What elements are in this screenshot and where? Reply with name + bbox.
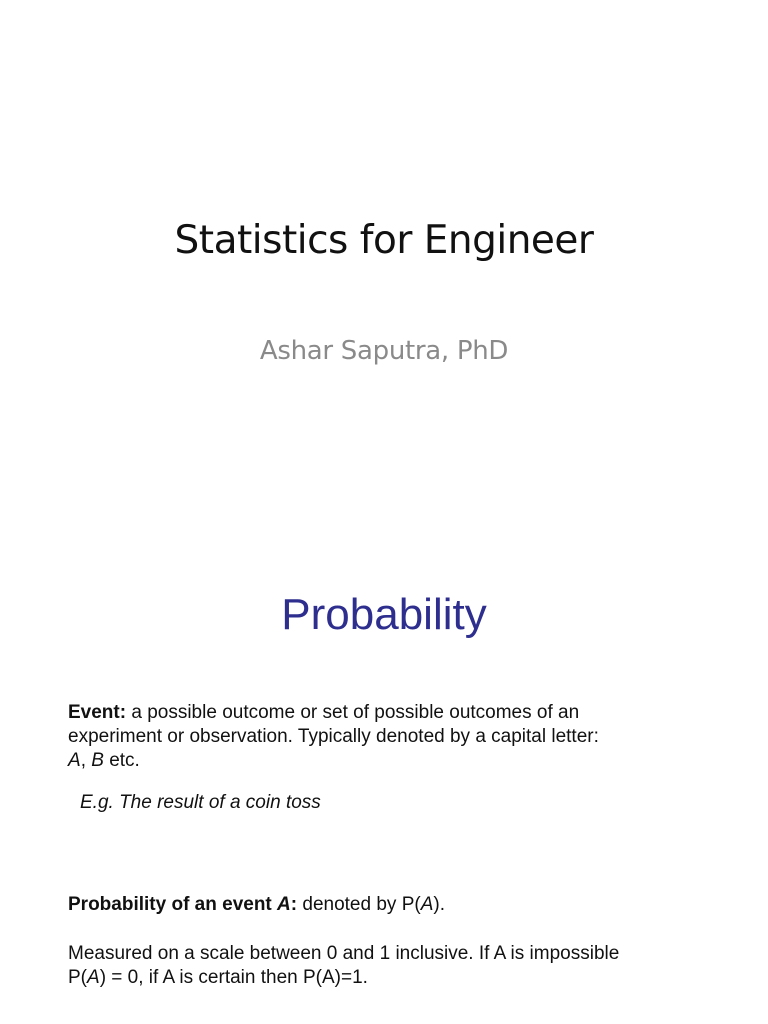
measure-line2-start: P(: [68, 967, 87, 988]
measure-line2-letter: A: [87, 967, 100, 988]
probability-slide: [0, 576, 768, 1024]
measure-line2-end: ) = 0, if A is certain then P(A)=1.: [99, 967, 368, 988]
probability-label-colon: :: [290, 894, 298, 915]
probability-text-letter: A: [420, 894, 434, 915]
probability-text-end: ).: [433, 894, 445, 915]
probability-text: denoted by P(: [297, 894, 421, 915]
slide-subtitle: Ashar Saputra, PhD: [259, 336, 509, 366]
event-letter-a: A: [68, 750, 81, 771]
event-definition: [68, 701, 608, 773]
example-text: E.g. The result of a coin toss: [80, 792, 321, 813]
probability-heading: Probability: [281, 590, 487, 639]
probability-label-letter: A: [277, 894, 291, 915]
measure-line1: Measured on a scale between 0 and 1 inclusive. If A is impossible: [68, 943, 620, 964]
probability-definition: [68, 893, 688, 917]
event-text: a possible outcome or set of possible outcomes of an experiment or observation. Typically denoted by a capital letter:: [68, 702, 599, 747]
measure-text: [68, 942, 678, 990]
slide-title: Statistics for Engineer: [174, 218, 594, 263]
event-label: Event:: [68, 702, 127, 723]
event-etc: etc.: [103, 750, 140, 771]
probability-label: Probability of an event: [68, 894, 278, 915]
event-comma: ,: [80, 750, 92, 771]
event-letter-b: B: [91, 750, 104, 771]
